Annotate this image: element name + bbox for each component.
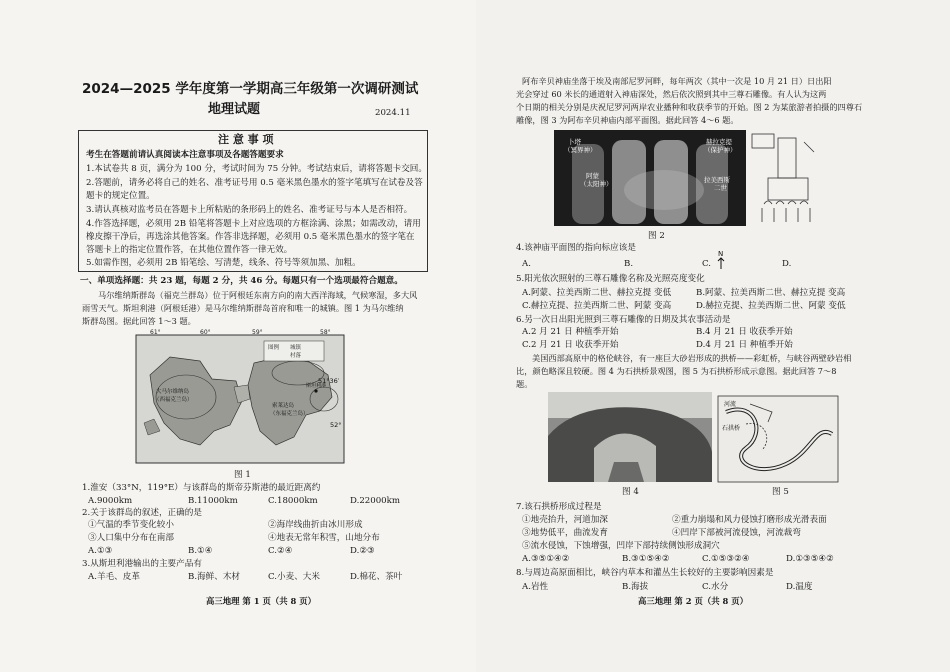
q7-statement: ①地壳抬升，河道加深 [522,515,608,525]
q4-option-d[interactable]: D. [782,259,792,269]
q5-option-c[interactable]: C.赫拉克提、拉美西斯二世、阿蒙 变高 [522,301,672,311]
map-legend-town: 城镇 [290,345,302,351]
passage-line: 题。 [516,379,533,389]
statue-label: （太阳神） [580,180,613,188]
temple-floor-plan [748,128,822,228]
q4-option-a[interactable]: A. [522,259,531,269]
q6-option-a[interactable]: A.2 月 21 日 种植季开始 [522,327,619,337]
region-label: 大马尔维纳岛 [156,389,190,395]
lon-label: 59° [252,329,263,336]
q2-statement: ②海岸线曲折由冰川形成 [268,520,363,530]
statue-label: （冥界神） [564,146,597,154]
q3-option-d[interactable]: D.棉花、茶叶 [350,572,403,582]
passage-line: 美国西部高原中的格伦峡谷，有一座巨大砂岩形成的拱桥——彩虹桥，与峡谷两壁砂岩相 [532,353,852,363]
stanley-town-dot [314,389,317,392]
passage-line: 个日期的相关分别是庆祝尼罗河两岸农业播种和收获季节的开始。图 2 为某旅游者拍摄的四尊石 [516,102,863,112]
figure-2-caption: 图 2 [648,231,665,241]
exam-title: 2024—2025 学年度第一学期高三年级第一次调研测试 [82,81,419,97]
q1-option-a[interactable]: A.9000km [88,496,133,506]
q8-option-b[interactable]: B.海拔 [622,582,649,592]
q7-statement: ⑤流水侵蚀，下蚀增强，凹岸下部持续侧蚀形成洞穴 [522,541,720,551]
q5-option-a[interactable]: A.阿蒙、拉美西斯二世、赫拉克提 变低 [522,288,672,298]
q2-option-a[interactable]: A.①③ [88,546,113,556]
passage-line: 雕像，图 3 为阿布辛贝神庙内部平面图。据此回答 4～6 题。 [516,115,739,125]
temple-statues-photo [554,130,746,226]
q3-option-b[interactable]: B.海鲜、木材 [188,572,241,582]
q7-statement: ④凹岸下部被河流侵蚀，河流裁弯 [672,528,801,538]
question-1-stem: 1.淮安（33°N，119°E）与该群岛的斯帝芬斯港的最近距离约 [82,483,321,493]
q8-option-a[interactable]: A.岩性 [522,582,549,592]
q7-option-a[interactable]: A.③⑤①④② [522,554,570,564]
exam-date: 2024.11 [375,108,411,118]
notice-item: 1.本试卷共 8 页，满分为 100 分，考试时间为 75 分钟。考试结束后，请将答题卡交回。 [86,164,427,174]
q3-option-a[interactable]: A.羊毛、皮革 [88,572,140,582]
fig5-label: 石拱桥 [722,425,741,432]
region-label: （西福克兰岛） [154,397,193,403]
q2-statement: ③人口集中分布在南部 [88,533,174,543]
q6-option-b[interactable]: B.4 月 21 日 收获季开始 [696,327,793,337]
notice-item: 5.如需作图，必须用 2B 铅笔绘、写清楚，线条、符号等须加黑、加粗。 [86,258,361,268]
north-arrow-icon [714,248,728,270]
region-label: （东福克兰岛） [270,411,309,417]
passage-line: 光会穿过 60 米长的通道射入神庙深处，然后依次照到其中三尊石雕像。有人认为这两 [516,89,827,99]
natural-bridge-photo [548,392,712,482]
subject-title: 地理试题 [208,102,261,117]
fig5-label: 河流 [724,401,737,408]
q5-option-d[interactable]: D.赫拉克提、拉美西斯二世、阿蒙 变低 [696,301,846,311]
q6-option-c[interactable]: C.2 月 21 日 收获季开始 [522,340,619,350]
q2-statement: ①气温的季节变化较小 [88,520,174,530]
passage-line: 斯群岛图。据此回答 1～3 题。 [82,316,196,326]
lon-label: 58° [320,329,331,336]
question-4-stem: 4.该神庙平面图的指向标应该是 [516,243,636,253]
page-footer: 高三地理 第 1 页（共 8 页） [206,596,316,606]
q8-option-c[interactable]: C.水分 [702,582,729,592]
q1-option-c[interactable]: C.18000km [268,496,318,506]
passage-line: 比，颜色略深且较硬。图 4 为石拱桥景观图，图 5 为石拱桥形成示意图。据此回答 7～8 [516,366,837,376]
question-3-stem: 3.从斯坦利港输出的主要产品有 [82,559,202,569]
lat-label: 51°36′ [318,377,340,385]
figure-5-caption: 图 5 [772,487,789,497]
notice-item: 橡皮擦干净后，再选涂其他答案。作答非选择题，必须用 0.5 毫米黑色墨水的签字笔在 [86,232,415,242]
statue-label: 拉美西斯 [704,176,730,184]
lon-label: 60° [200,329,211,336]
passage-line: 雨雪天气。斯坦利港（阿根廷港）是马尔维纳斯群岛首府和唯一的城镇。图 1 为马尔维纳 [82,303,404,313]
q2-option-c[interactable]: C.②④ [268,546,293,556]
q7-option-b[interactable]: B.③①⑤④② [622,554,670,564]
map-legend-title: 图例 [268,345,280,351]
q6-option-d[interactable]: D.4 月 21 日 种植季开始 [696,340,793,350]
passage-line: 马尔维纳斯群岛（福克兰群岛）位于阿根廷东南方向的南大西洋海域，气候寒湿，多大风 [98,290,418,300]
question-2-stem: 2.关于该群岛的叙述，正确的是 [82,508,202,518]
notice-item: 3.请认真核对监考员在答题卡上所粘贴的条形码上的姓名、准考证号与本人是否相符。 [86,205,413,215]
question-7-stem: 7.该石拱桥形成过程是 [516,502,602,512]
notice-intro: 考生在答题前请认真阅读本注意事项及各题答题要求 [86,150,284,160]
q4-option-b[interactable]: B. [624,259,634,269]
q5-option-b[interactable]: B.阿蒙、拉美西斯二世、赫拉克提 变高 [696,288,846,298]
question-8-stem: 8.与周边高原面相比，峡谷内草本和灌丛生长较好的主要影响因素是 [516,568,774,578]
falkland-islands-map [130,327,350,473]
notice-item: 2.答题前，请务必将自己的姓名、准考证号用 0.5 毫米黑色墨水的签字笔填写在试卷及答 [86,178,423,188]
region-label: 斯坦利港 [306,383,327,389]
lat-label: 52° [330,421,342,429]
q2-option-d[interactable]: D.②③ [350,546,375,556]
q7-statement: ②重力崩塌和风力侵蚀打磨形成光滑表面 [672,515,827,525]
question-6-stem: 6.另一次日出阳光照到三尊石雕像的日期及其农事活动是 [516,315,731,325]
q1-option-b[interactable]: B.11000km [188,496,238,506]
statue-label: （保护神） [704,146,737,154]
q8-option-d[interactable]: D.温度 [786,582,813,592]
map-legend-village: 村落 [290,353,302,359]
page-footer: 高三地理 第 2 页（共 8 页） [638,596,748,606]
statue-label: 卜塔 [568,138,581,146]
q2-statement: ④地表无常年积雪，山地分布 [268,533,380,543]
bridge-formation-diagram [716,394,840,484]
q3-option-c[interactable]: C.小麦、大米 [268,572,320,582]
q2-option-b[interactable]: B.①④ [188,546,213,556]
figure-4-caption: 图 4 [622,487,639,497]
lon-label: 61° [150,329,161,336]
notice-item: 4.作答选择题，必须用 2B 铅笔将答题卡上对应选项的方框涂满、涂黑；如需改动，请用 [86,219,421,229]
q7-statement: ③地势低平，曲流发育 [522,528,608,538]
question-5-stem: 5.阳光依次照射的三尊石雕像名称及光照亮度变化 [516,274,705,284]
q7-option-d[interactable]: D.①③⑤④② [786,554,834,564]
region-label: 索莱达岛 [272,403,295,409]
statue-label: 阿蒙 [586,172,599,180]
figure-1-caption: 图 1 [234,470,251,480]
north-letter: N [718,250,724,258]
statue-label: 赫拉克提 [706,138,732,146]
passage-line: 阿布辛贝神庙坐落于埃及南部尼罗河畔，每年两次（其中一次是 10 月 21 日）日出阳 [522,76,832,86]
section-heading: 一、单项选择题：共 23 题，每题 2 分，共 46 分。每题只有一个选项最符合题意。 [80,276,403,286]
notice-item: 答题卡上的指定位置作答，在其他位置作答一律无效。 [86,245,293,255]
q7-option-c[interactable]: C.①⑤③②④ [702,554,750,564]
q4-option-c[interactable]: C. [702,259,712,269]
exam-page-2 [476,0,950,672]
notice-item: 题卡的规定位置。 [86,191,155,201]
q1-option-d[interactable]: D.22000km [350,496,401,506]
statue-label: 二世 [714,184,727,192]
notice-heading: 注 意 事 项 [218,133,274,146]
